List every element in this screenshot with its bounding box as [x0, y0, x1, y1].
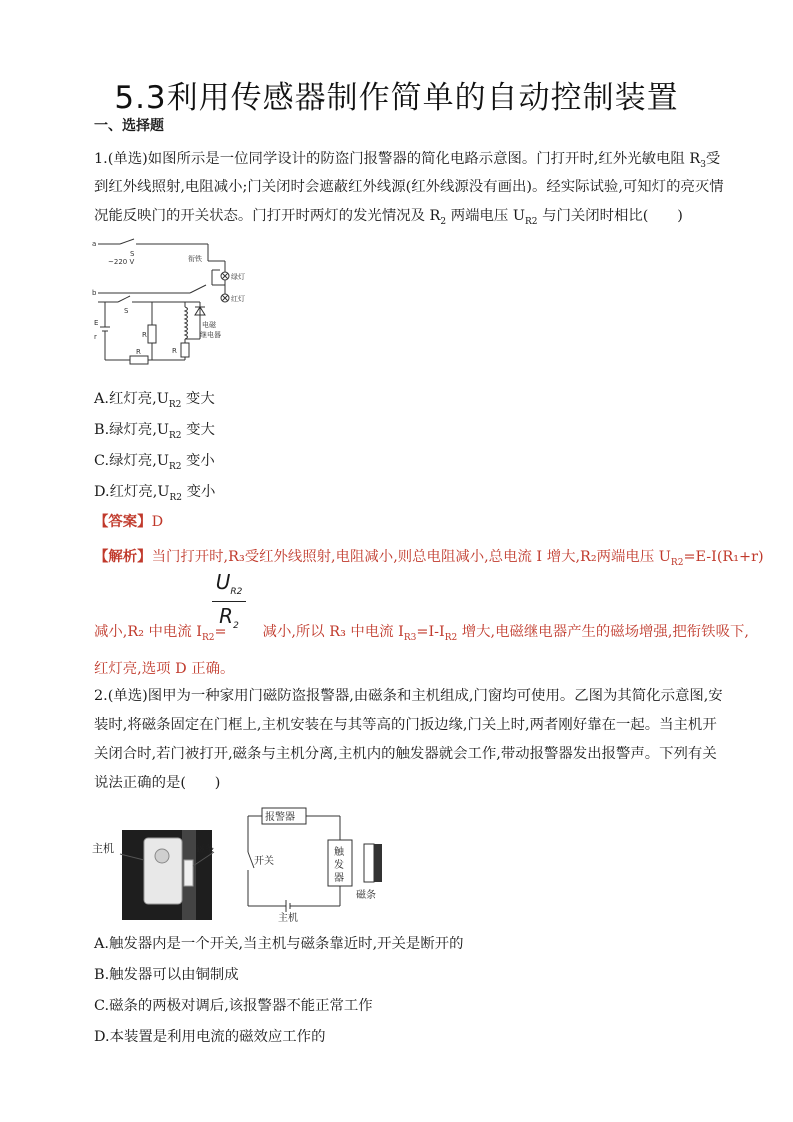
- q1-label-s1-bottom: S: [124, 307, 129, 315]
- q2-photo-host-label: 主机: [92, 842, 114, 855]
- q2-option-a[interactable]: A.触发器内是一个开关,当主机与磁条靠近时,开关是断开的: [94, 936, 464, 952]
- q2-stem-line-4: 说法正确的是( ): [94, 775, 221, 791]
- q2-option-d[interactable]: D.本装置是利用电流的磁效应工作的: [94, 1029, 326, 1045]
- q1-option-b[interactable]: B.绿灯亮$,U_{R2}$ 变大: [94, 422, 215, 441]
- q2-stem-line-3: 关闭合时,若门被打开,磁条与主机分离,主机内的触发器就会工作,带动报警器发出报警声。下列有关: [94, 746, 717, 762]
- q2-host-label: 主机: [278, 913, 298, 924]
- q1-fraction: $\frac{U_{R2}}{R_2}$: [212, 570, 246, 631]
- q2-switch-label: 开关: [254, 856, 274, 867]
- q2-photo: [92, 830, 222, 920]
- q2-alarm-label: 报警器: [265, 812, 295, 823]
- q2-option-b[interactable]: B.触发器可以由铜制成: [94, 967, 239, 983]
- q1-label-relay-1: 电磁: [202, 321, 216, 329]
- q1-label-relay-2: 继电器: [200, 331, 221, 339]
- q1-stem-line-2: 到红外线照射,电阻减小;门关闭时会遮蔽红外线源(红外线源没有画出)。经实际试验,可知灯的亮灭情: [94, 179, 724, 195]
- q1-label-voltage: ~220 V: [108, 258, 135, 266]
- q2-photo-strip-label: 磁条: [196, 845, 215, 855]
- section-heading: 一、选择题: [94, 118, 164, 134]
- q2-option-c[interactable]: C.磁条的两极对调后,该报警器不能正常工作: [94, 998, 373, 1014]
- q1-stem-line-1: 1.(单选)如图所示是一位同学设计的防盗门报警器的简化电路示意图。门打开时,红外光敏电阻 $R_3$受: [94, 151, 721, 170]
- q2-trigger-char-3: 器: [334, 873, 344, 884]
- q1-stem-line-3: 况能反映门的开关状态。门打开时两灯的发光情况及 $R_2$ 两端电压 $U_{R2}$ 与门关闭时相比( ): [94, 208, 683, 227]
- q2-stem-line-2: 装时,将磁条固定在门框上,主机安装在与其等高的门扳边缘,门关上时,两者刚好靠在一起。当主机开: [94, 717, 717, 733]
- q1-label-R3: R: [142, 331, 147, 339]
- q1-label-b: b: [92, 289, 97, 297]
- q2-circuit-diagram: [240, 802, 400, 927]
- q1-label-a: a: [92, 240, 97, 248]
- q2-trigger-char-1: 触: [334, 847, 344, 858]
- q1-label-r: r: [94, 333, 97, 341]
- page-title: 5.3利用传感器制作简单的自动控制装置: [114, 80, 679, 116]
- q1-analysis-line-2: 减小,R₂ 中电流 $I_{R2}=$ 减小,所以 R₃ 中电流 $I_{R3}=I-I_{R2}$ 增大,电磁继电器产生的磁场增强,把衔铁吸下,: [94, 624, 749, 643]
- q1-label-R1: R: [172, 347, 177, 355]
- q1-answer: [94, 510, 163, 531]
- q1-option-d[interactable]: D.红灯亮$,U_{R2}$ 变小: [94, 484, 216, 503]
- q1-label-E: E: [94, 319, 99, 327]
- answer-value: D: [151, 514, 164, 530]
- q1-analysis-line-1: 【解析】当门打开时,R₃受红外线照射,电阻减小,则总电阻减小,总电流 I 增大,R₂两端电压 $U_{R2}=E-I(R_1+r)$: [94, 548, 764, 568]
- q1-label-red-lamp: 红灯: [231, 295, 245, 303]
- q1-label-green-lamp: 绿灯: [231, 273, 245, 281]
- q2-trigger-char-2: 发: [334, 860, 344, 871]
- q1-circuit-diagram: [90, 235, 265, 375]
- q2-stem-line-1: 2.(单选)图甲为一种家用门磁防盗报警器,由磁条和主机组成,门窗均可使用。乙图为其简化示意图,安: [94, 688, 723, 704]
- q1-analysis-line-3: 红灯亮,选项 D 正确。: [94, 661, 235, 677]
- q1-label-s1-top: S: [130, 250, 135, 258]
- answer-tag: 【答案】: [94, 513, 152, 530]
- q1-label-R2: R: [136, 348, 141, 356]
- q2-strip-label: 磁条: [356, 890, 376, 901]
- q1-option-c[interactable]: C.绿灯亮$,U_{R2}$ 变小: [94, 453, 215, 472]
- q1-option-a[interactable]: A.红灯亮$,U_{R2}$ 变大: [94, 391, 215, 410]
- q1-label-armature: 衔铁: [188, 255, 202, 263]
